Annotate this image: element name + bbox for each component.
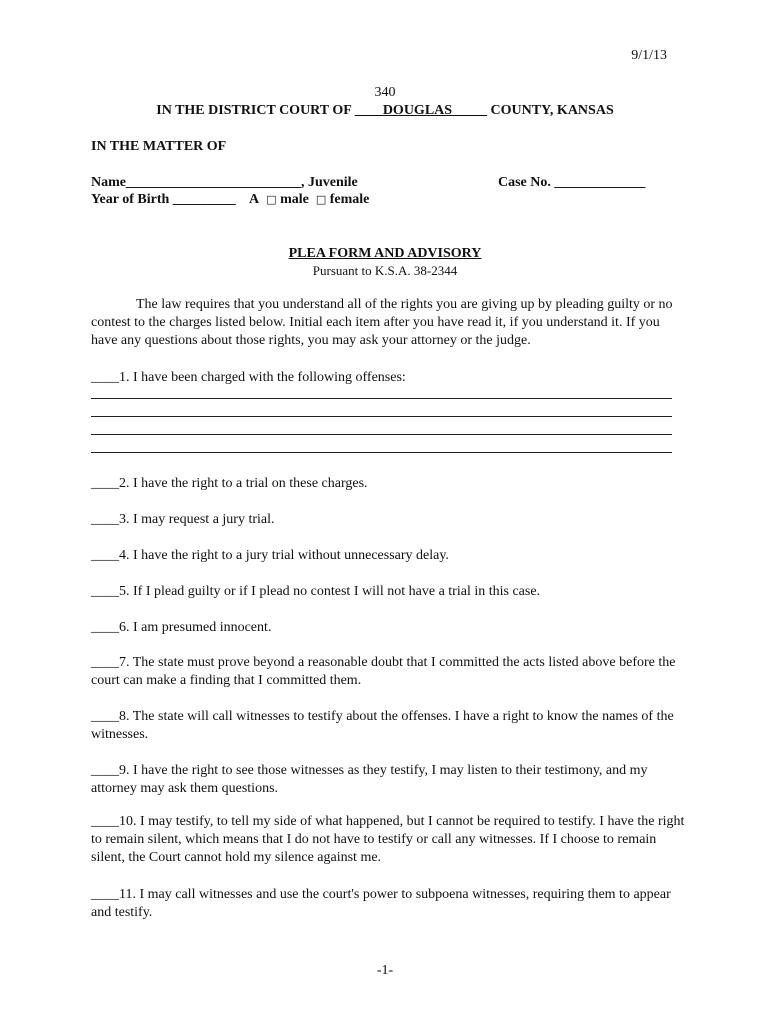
item-11: ____11. I may call witnesses and use the court's power to subpoena witnesses, requiring them to appear and testify. bbox=[91, 887, 671, 920]
case-number-line: Case No. _____________ bbox=[498, 175, 646, 190]
item-6: ____6. I am presumed innocent. bbox=[91, 620, 272, 635]
offense-line-4 bbox=[91, 452, 672, 453]
court-prefix: IN THE DISTRICT COURT OF bbox=[156, 103, 355, 118]
offense-line-2 bbox=[91, 416, 672, 417]
county-blank-right: _____ bbox=[452, 103, 488, 118]
year-gender-line bbox=[91, 191, 369, 209]
male-checkbox-icon: □ bbox=[266, 193, 277, 206]
form-number: 340 bbox=[374, 85, 396, 100]
name-line: Name_________________________, Juvenile bbox=[91, 175, 358, 190]
form-title: PLEA FORM AND ADVISORY bbox=[288, 246, 482, 261]
court-heading bbox=[0, 102, 770, 120]
item-1: ____1. I have been charged with the following offenses: bbox=[91, 370, 406, 385]
female-label: female bbox=[329, 192, 370, 207]
item-8: ____8. The state will call witnesses to testify about the offenses. I have a right to know the names of the witnesses. bbox=[91, 709, 674, 742]
county-name: DOUGLAS bbox=[382, 103, 453, 118]
matter-label: IN THE MATTER OF bbox=[91, 139, 227, 154]
item-2: ____2. I have the right to a trial on these charges. bbox=[91, 476, 368, 491]
county-field bbox=[355, 103, 487, 118]
court-suffix: COUNTY, KANSAS bbox=[487, 103, 614, 118]
item-4: ____4. I have the right to a jury trial without unnecessary delay. bbox=[91, 548, 449, 563]
item-5: ____5. If I plead guilty or if I plead no contest I will not have a trial in this case. bbox=[91, 584, 541, 599]
page-number: -1- bbox=[376, 963, 394, 978]
item-10: ____10. I may testify, to tell my side of what happened, but I cannot be required to testify. I have the right to remain silent, which means that I do not have to testify or call any witnesses. If I choose to remain silent, the Court cannot hold my silence against me. bbox=[91, 814, 685, 865]
a-label: A bbox=[249, 192, 260, 207]
female-checkbox-icon: □ bbox=[315, 193, 327, 206]
item-3: ____3. I may request a jury trial. bbox=[91, 512, 275, 527]
offense-line-1 bbox=[91, 398, 672, 399]
form-date: 9/1/13 bbox=[631, 48, 667, 63]
intro-paragraph bbox=[91, 296, 687, 350]
item-9: ____9. I have the right to see those witnesses as they testify, I may listen to their testimony, and my attorney may ask them questions. bbox=[91, 763, 648, 796]
offense-line-3 bbox=[91, 434, 672, 435]
year-of-birth-line: Year of Birth _________ bbox=[91, 192, 236, 207]
item-7: ____7. The state must prove beyond a reasonable doubt that I committed the acts listed above before the court can make a finding that I committed them. bbox=[91, 655, 676, 688]
county-blank-left: ____ bbox=[354, 103, 383, 118]
form-subtitle: Pursuant to K.S.A. 38-2344 bbox=[312, 263, 458, 278]
intro-text: The law requires that you understand all of the rights you are giving up by pleading guilty or no contest to the charges listed below. Initial each item after you have read it, if you understand it. If you have any questions about those rights, you may ask your attorney or the judge. bbox=[91, 297, 673, 348]
male-label: male bbox=[280, 192, 309, 207]
